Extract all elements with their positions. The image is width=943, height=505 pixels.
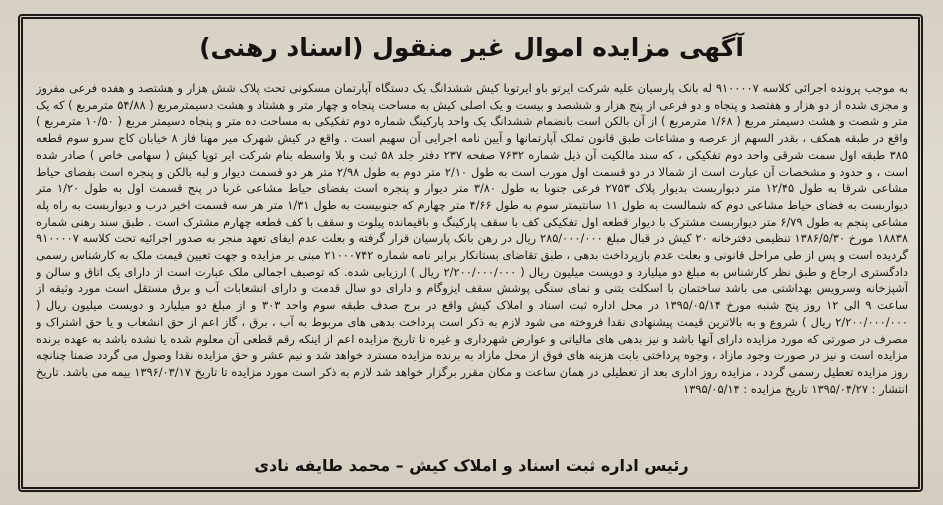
notice-signature: رئیس اداره ثبت اسناد و املاک کیش – محمد طایفه نادی (254, 456, 689, 475)
notice-body-text: به موجب پرونده اجرائی کلاسه ۹۱۰۰۰۰۷ له بانک پارسیان علیه شرکت ایرتو باو ایرتویا کیش ششدانگ یک دستگاه آپارتمان مسکونی تحت پلاک شش هزار و هشتصد و هفده فرعی مفروز و مجزی شده از دو هزار و هفتصد و پنجاه و دو فرعی از پنج هزار و ششصد و بیست و یک اصلی کیش به مساحت پنجاه و چهار متر و هشتاد و هشت دسیمترمربع ( ۵۴/۸۸ مترمربع ) که یک متر و شصت و هشت دسیمتر مربع ( ۱/۶۸ مترمربع ) از آن بالکن است بانضمام ششدانگ یک واحد پارکینگ شماره دوم تفکیکی به مساحت ده متر و پنجاه دسیمتر مربع ( ۱۰/۵۰ مترمربع ) واقع در طبقه همکف ، بقدر السهم از عرصه و مشاعات طبق قانون تملک آپارتمانها و آیین نامه اجرایی آن سهیم است . واقع در کیش شهرک میر مهنا فاز ۸ خیابان کاج سرو سوم قطعه ۳۸۵ طبقه اول سمت شرقی واحد دوم تفکیکی ، که سند مالکیت آن ذیل شماره ۷۶۳۲ صفحه ۲۳۷ دفتر جلد ۵۸ ثبت و بلا واسطه بنام شرکت ایر توپا کیش ( سهامی خاص ) صادر شده است ، و حدود و مشخصات آن عبارت است از شمالا در دو قسمت اول مورب است به طول ۲/۱۰ متر دوم به طول ۲/۹۸ متر هر دو قسمت دیوار و لبه بالکن و پنجره است بفضای حیاط مشاعی شرقا به طول ۱۲/۴۵ متر دیواربست بدیوار پلاک ۲۷۵۳ فرعی جنوبا به طول ۳/۸۰ متر دیوار و پنجره است بفضای حیاط مشاعی غربا در پنج قسمت اول به طول ۱/۲۰ متر دیواربست به فضای حیاط مشاعی دوم که شمالست به طول ۱۱ سانتیمتر سوم به طول ۴/۶۶ متر چهارم که جنوبیست به طول ۱/۳۱ متر هر سه قسمت اخیر درب و دیواربست به راه پله مشاعی پنجم به طول ۶/۷۹ متر دیواربست مشترک با دیوار قطعه اول تفکیکی کف با سقف پارکینگ و باقیمانده پیلوت و سقف با کف قطعه چهارم مشترک است . طبق سند رهنی شماره ۱۸۸۳۸ مورخ ۱۳۸۶/۵/۳۰ تنظیمی دفترخانه ۲۰ کیش در قبال مبلغ ۲۸۵/۰۰۰/۰۰۰ ریال در رهن بانک پارسیان قرار گرفته و بعلت عدم ایفای تعهد منجر به صدور اجرائیه تحت کلاسه ۹۱۰۰۰۰۷ گردیده است و پس از طی مراحل قانونی و بعلت عدم بازپرداخت بدهی ، طبق تقاضای بستانکار برابر نامه شماره ۲۱۰۰۰۷۴۲ مبنی بر مزایده و جهت تعیین قیمت ملک به کارشناس رسمی دادگستری ارجاع و طبق نظر کارشناس به مبلغ دو میلیارد و دویست میلیون ریال ( ۲/۲۰۰/۰۰۰/۰۰۰ ریال ) ارزیابی شده. که توصیف اجمالی ملک عبارت است از دارای یک اتاق و سالن و آشپزخانه وسرویس بهداشتی می باشد ساختمان با اسکلت بتنی و نمای سنگی پوشش سقف ایزوگام و دارای دو سال قدمت و دارای انشعابات آب و برق مستقل است مورد وثیقه از ساعت ۹ الی ۱۲ روز پنج شنبه مورخ ۱۳۹۵/۰۵/۱۴ در محل اداره ثبت اسناد و املاک کیش واقع در برج صدف طبقه سوم واحد ۳۰۳ و از مبلغ دو میلیارد و دویست میلیون ریال ( ۲/۲۰۰/۰۰۰/۰۰۰ ریال ) شروع و به بالاترین قیمت پیشنهادی نقدا فروخته می شود لازم به ذکر است پرداخت بدهی های مربوط به آب ، برق ، گاز اعم از حق انشعاب و یا حق اشتراک و مصرف در صورتی که مورد مزایده دارای آنها باشد و نیز بدهی های مالیاتی و عوارض شهرداری و غیره تا تاریخ مزایده اعم از اینکه رقم قطعی آن معلوم شده یا نشده باشد به عهده برنده مزایده است و نیز در صورت وجود مازاد ، وجوه پرداختی بابت هزینه های فوق از محل مازاد به برنده مزایده مسترد خواهد شد و نیم عشر و حق مزایده نقدا وصول می گردد ضمنا چنانچه روز مزایده تعطیل رسمی گردد ، مزایده روز اداری بعد از تعطیلی در همان ساعت و مکان مقرر برگزار خواهد شد لازم به ذکر است مورد مزایده تا تاریخ ۱۳۹۶/۰۳/۱۷ بیمه می باشد. تاریخ انتشار : ۱۳۹۵/۰۴/۲۷ تاریخ مزایده : ۱۳۹۵/۰۵/۱۴ (36, 81, 908, 396)
notice-body (36, 80, 908, 440)
notice-title: آگهی مزایده اموال غیر منقول (اسناد رهنی) (199, 33, 744, 62)
